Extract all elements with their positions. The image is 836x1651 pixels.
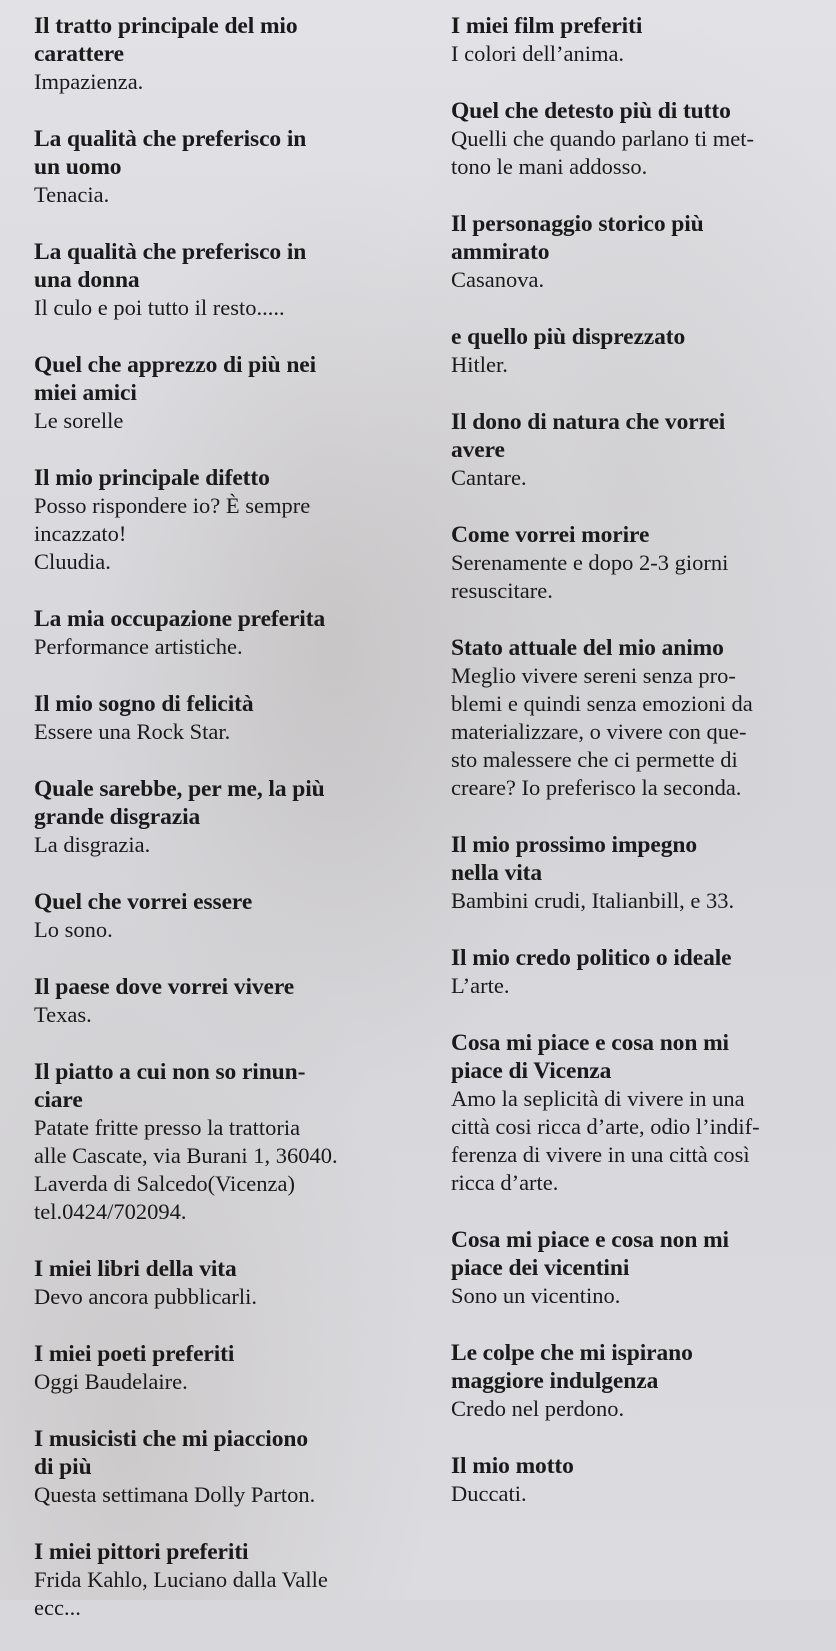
question: Il piatto a cui non so rinun- ciare bbox=[34, 1059, 306, 1113]
question: Il personaggio storico più ammirato bbox=[451, 211, 704, 265]
answer: Frida Kahlo, Luciano dalla Valle ecc... bbox=[34, 1567, 328, 1620]
questionnaire-entry bbox=[451, 1029, 836, 1197]
question: Il dono di natura che vorrei avere bbox=[451, 409, 726, 463]
answer: L’arte. bbox=[451, 973, 510, 998]
questionnaire-entry bbox=[34, 125, 419, 209]
question: Cosa mi piace e cosa non mi piace dei vicentini bbox=[451, 1227, 729, 1281]
questionnaire-entry bbox=[451, 323, 836, 379]
answer: Casanova. bbox=[451, 267, 545, 292]
questionnaire-entry bbox=[451, 944, 836, 1000]
question: Il mio principale difetto bbox=[34, 465, 270, 491]
question: Quale sarebbe, per me, la più grande disgrazia bbox=[34, 776, 325, 830]
answer: Duccati. bbox=[451, 1481, 527, 1506]
questionnaire-entry bbox=[451, 831, 836, 915]
questionnaire-entry bbox=[34, 12, 419, 96]
questionnaire-entry bbox=[451, 1339, 836, 1423]
right-column bbox=[451, 12, 836, 1537]
answer: Hitler. bbox=[451, 352, 508, 377]
answer: Meglio vivere sereni senza pro- blemi e quindi senza emozioni da materializzare, o vivere con que- sto malessere che ci permette di creare? Io preferisco la seconda. bbox=[451, 663, 753, 800]
questionnaire-entry bbox=[451, 12, 836, 68]
question: Quel che vorrei essere bbox=[34, 889, 253, 915]
question: La mia occupazione preferita bbox=[34, 606, 326, 632]
questionnaire-entry bbox=[451, 1452, 836, 1508]
questionnaire-entry bbox=[34, 351, 419, 435]
questionnaire-entry bbox=[451, 1226, 836, 1310]
answer: Patate fritte presso la trattoria alle Cascate, via Burani 1, 36040. Laverda di Salcedo(Vicenza) tel.0424/702094. bbox=[34, 1115, 338, 1224]
question: Cosa mi piace e cosa non mi piace di Vicenza bbox=[451, 1030, 729, 1084]
answer: Oggi Baudelaire. bbox=[34, 1369, 188, 1394]
question: Come vorrei morire bbox=[451, 522, 650, 548]
questionnaire-entry bbox=[34, 690, 419, 746]
questionnaire-entry bbox=[451, 210, 836, 294]
question: I miei libri della vita bbox=[34, 1256, 237, 1282]
answer: Quelli che quando parlano ti met- tono le mani addosso. bbox=[451, 126, 755, 179]
answer: Serenamente e dopo 2-3 giorni resuscitare. bbox=[451, 550, 729, 603]
questionnaire-entry bbox=[451, 408, 836, 492]
questionnaire-entry bbox=[451, 634, 836, 802]
question: Quel che detesto più di tutto bbox=[451, 98, 731, 124]
question: Il mio prossimo impegno nella vita bbox=[451, 832, 697, 886]
questionnaire-entry bbox=[34, 775, 419, 859]
question: I miei pittori preferiti bbox=[34, 1539, 249, 1565]
answer: Cantare. bbox=[451, 465, 527, 490]
question: I musicisti che mi piacciono di più bbox=[34, 1426, 308, 1480]
answer: Bambini crudi, Italianbill, e 33. bbox=[451, 888, 735, 913]
question: Il tratto principale del mio carattere bbox=[34, 13, 298, 67]
question: Il paese dove vorrei vivere bbox=[34, 974, 295, 1000]
question: Il mio motto bbox=[451, 1453, 574, 1479]
questionnaire-entry bbox=[34, 1425, 419, 1509]
question: Quel che apprezzo di più nei miei amici bbox=[34, 352, 317, 406]
question: Il mio credo politico o ideale bbox=[451, 945, 732, 971]
question: Le colpe che mi ispirano maggiore indulgenza bbox=[451, 1340, 693, 1394]
answer: Il culo e poi tutto il resto..... bbox=[34, 295, 285, 320]
left-column bbox=[34, 12, 419, 1651]
questionnaire-entry bbox=[34, 1255, 419, 1311]
questionnaire-entry bbox=[451, 97, 836, 181]
answer: Tenacia. bbox=[34, 182, 110, 207]
answer: Texas. bbox=[34, 1002, 92, 1027]
question: La qualità che preferisco in una donna bbox=[34, 239, 307, 293]
question: Il mio sogno di felicità bbox=[34, 691, 254, 717]
question: Stato attuale del mio animo bbox=[451, 635, 724, 661]
question: e quello più disprezzato bbox=[451, 324, 686, 350]
answer: La disgrazia. bbox=[34, 832, 151, 857]
answer: Sono un vicentino. bbox=[451, 1283, 621, 1308]
questionnaire-entry bbox=[34, 973, 419, 1029]
answer: Credo nel perdono. bbox=[451, 1396, 625, 1421]
answer: Essere una Rock Star. bbox=[34, 719, 231, 744]
question: La qualità che preferisco in un uomo bbox=[34, 126, 307, 180]
answer: Posso rispondere io? È sempre incazzato! Cluudia. bbox=[34, 493, 311, 574]
question: I miei film preferiti bbox=[451, 13, 643, 39]
questionnaire-entry bbox=[34, 238, 419, 322]
answer: Impazienza. bbox=[34, 69, 144, 94]
answer: Le sorelle bbox=[34, 408, 124, 433]
answer: I colori dell’anima. bbox=[451, 41, 625, 66]
answer: Lo sono. bbox=[34, 917, 113, 942]
answer: Devo ancora pubblicarli. bbox=[34, 1284, 258, 1309]
answer: Questa settimana Dolly Parton. bbox=[34, 1482, 316, 1507]
questionnaire-entry bbox=[451, 521, 836, 605]
questionnaire-entry bbox=[34, 888, 419, 944]
questionnaire-entry bbox=[34, 605, 419, 661]
questionnaire-entry bbox=[34, 464, 419, 576]
questionnaire-entry bbox=[34, 1340, 419, 1396]
question: I miei poeti preferiti bbox=[34, 1341, 235, 1367]
answer: Amo la seplicità di vivere in una città cosi ricca d’arte, odio l’indif- ferenza di vivere in una città così ricca d’arte. bbox=[451, 1086, 760, 1195]
questionnaire-entry bbox=[34, 1538, 419, 1622]
questionnaire-entry bbox=[34, 1058, 419, 1226]
answer: Performance artistiche. bbox=[34, 634, 243, 659]
